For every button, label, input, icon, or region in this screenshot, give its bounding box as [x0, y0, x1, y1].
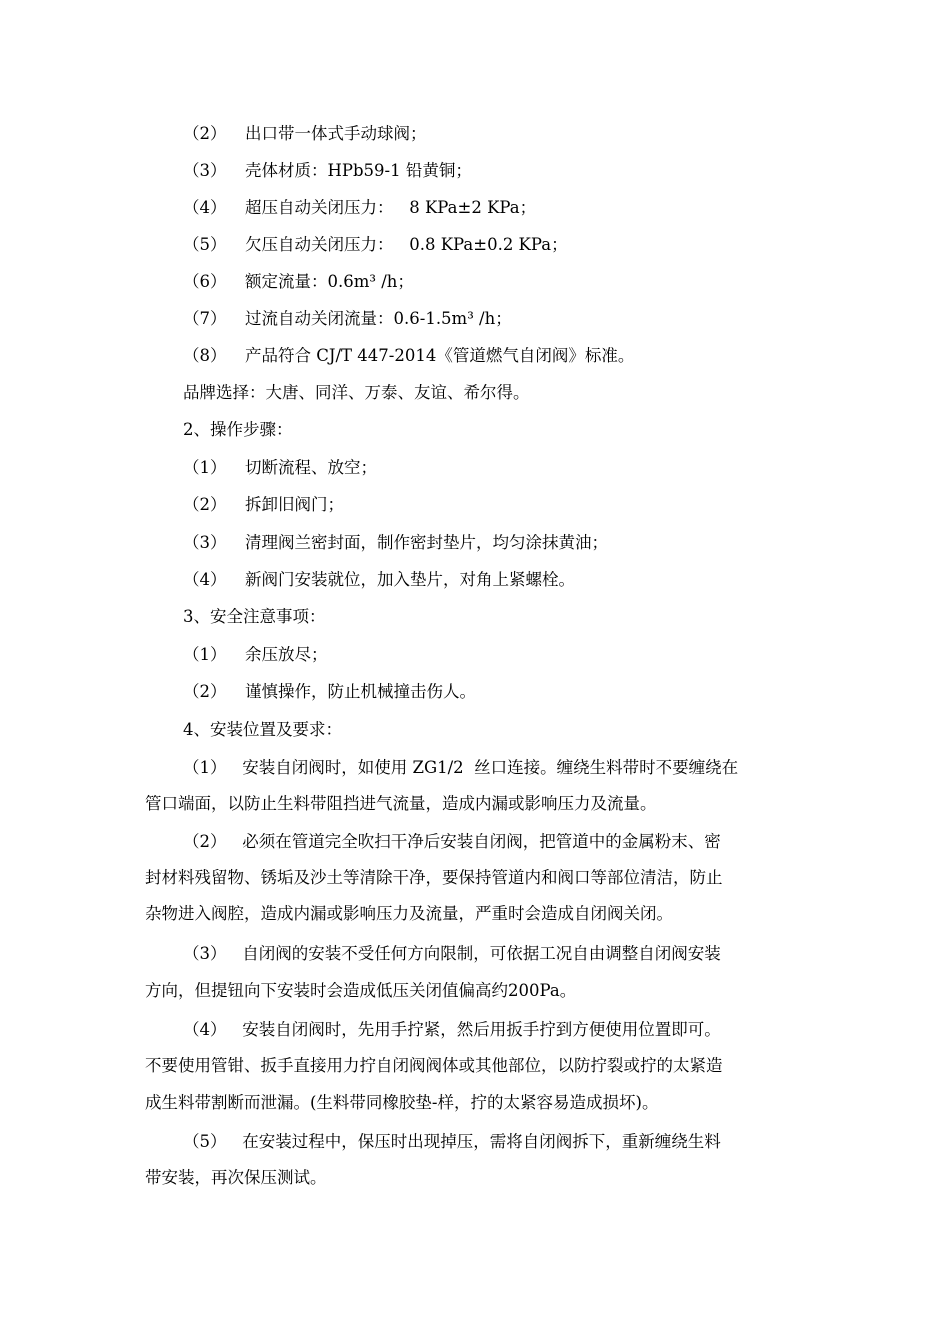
- list-item: [183, 346, 634, 366]
- item-text: 欠压自动关闭压力： 0.8 KPa±0.2 KPa；: [245, 235, 568, 254]
- paragraph-line: （3） 自闭阀的安装不受任何方向限制，可依据工况自由调整自闭阀安装: [183, 944, 721, 963]
- paragraph-line: （4） 安装自闭阀时，先用手拧紧，然后用扳手拧到方便使用位置即可。: [183, 1020, 721, 1039]
- paragraph-line: （2） 必须在管道完全吹扫干净后安装自闭阀，把管道中的金属粉末、密: [183, 832, 721, 851]
- item-text: 谨慎操作，防止机械撞击伤人。: [245, 682, 476, 701]
- paragraph-line: 带安装，再次保压测试。: [145, 1168, 327, 1187]
- list-item: [183, 235, 568, 255]
- list-item: [183, 272, 414, 292]
- item-text: 超压自动关闭压力： 8 KPa±2 KPa；: [245, 198, 537, 217]
- paragraph-line: 成生料带割断而泄漏。(生料带同橡胶垫-样，拧的太紧容易造成损坏)。: [145, 1093, 659, 1112]
- item-text: 余压放尽；: [245, 645, 328, 664]
- section-heading: 4、安装位置及要求：: [183, 720, 342, 739]
- list-item: [183, 198, 536, 218]
- paragraph-line: 方向，但提钮向下安装时会造成低压关闭值偏高约200Pa。: [145, 981, 577, 1000]
- item-number: （3）: [183, 533, 227, 552]
- item-text: 新阀门安装就位，加入垫片，对角上紧螺栓。: [245, 570, 575, 589]
- list-item: [183, 495, 344, 515]
- brand-line: 品牌选择：大唐、同洋、万泰、友谊、希尔得。: [183, 383, 530, 402]
- item-number: （7）: [183, 309, 227, 328]
- paragraph-line: 管口端面，以防止生料带阻挡进气流量，造成内漏或影响压力及流量。: [145, 794, 657, 813]
- item-number: （8）: [183, 346, 227, 365]
- paragraph-line: （5） 在安装过程中，保压时出现掉压，需将自闭阀拆下，重新缠绕生料: [183, 1132, 721, 1151]
- list-item: [183, 458, 377, 478]
- paragraph-line: 不要使用管钳、扳手直接用力拧自闭阀阀体或其他部位，以防拧裂或拧的太紧造: [145, 1056, 723, 1075]
- list-item: [183, 309, 512, 329]
- item-number: （5）: [183, 235, 227, 254]
- list-item: [183, 533, 608, 553]
- paragraph-line: 杂物进入阀腔，造成内漏或影响压力及流量，严重时会造成自闭阀关闭。: [145, 904, 673, 923]
- paragraph-line: 封材料残留物、锈垢及沙土等清除干净，要保持管道内和阀口等部位清洁，防止: [145, 868, 723, 887]
- item-number: （2）: [183, 495, 227, 514]
- list-item: [183, 570, 575, 590]
- list-item: [183, 161, 472, 181]
- item-text: 额定流量：0.6m³ /h；: [245, 272, 414, 291]
- item-text: 切断流程、放空；: [245, 458, 377, 477]
- list-item: [183, 682, 476, 702]
- item-text: 清理阀兰密封面，制作密封垫片，均匀涂抹黄油；: [245, 533, 608, 552]
- list-item: [183, 645, 328, 665]
- section-heading: 3、安全注意事项：: [183, 607, 326, 626]
- item-text: 出口带一体式手动球阀；: [245, 124, 427, 143]
- item-number: （2）: [183, 682, 227, 701]
- list-item: [183, 124, 427, 144]
- section-heading: 2、操作步骤：: [183, 420, 293, 439]
- item-text: 拆卸旧阀门；: [245, 495, 344, 514]
- item-number: （6）: [183, 272, 227, 291]
- item-number: （1）: [183, 458, 227, 477]
- paragraph-line: （1） 安装自闭阀时，如使用 ZG1/2 丝口连接。缠绕生料带时不要缠绕在: [183, 758, 739, 777]
- item-text: 过流自动关闭流量：0.6-1.5m³ /h；: [245, 309, 512, 328]
- item-number: （4）: [183, 570, 227, 589]
- item-number: （4）: [183, 198, 227, 217]
- item-number: （3）: [183, 161, 227, 180]
- item-number: （1）: [183, 645, 227, 664]
- item-text: 产品符合 CJ/T 447-2014《管道燃气自闭阀》标准。: [245, 346, 635, 365]
- item-text: 壳体材质：HPb59-1 铅黄铜；: [245, 161, 472, 180]
- item-number: （2）: [183, 124, 227, 143]
